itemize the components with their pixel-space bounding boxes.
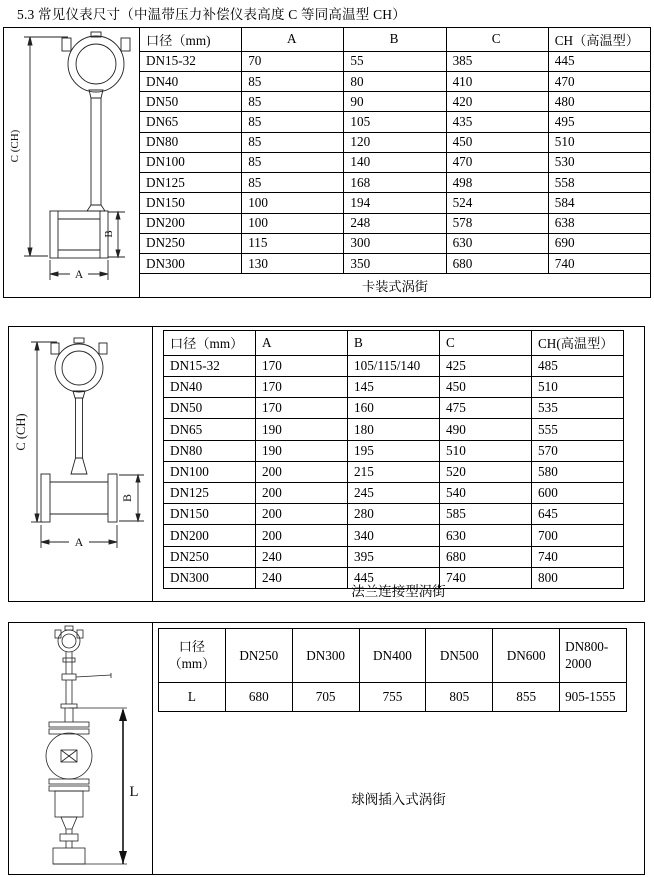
- column-header: C: [446, 28, 548, 52]
- table-cell: 385: [446, 51, 548, 71]
- column-header: DN300: [292, 629, 359, 683]
- table-cell: 105/115/140: [348, 355, 440, 376]
- table-cell: 680: [446, 253, 548, 273]
- table-cell: 490: [440, 419, 532, 440]
- table-cell: DN125: [164, 483, 256, 504]
- table-cell: 200: [256, 504, 348, 525]
- table-cell: 755: [359, 682, 426, 711]
- table-cell: 195: [348, 440, 440, 461]
- table-cell: 700: [532, 525, 624, 546]
- table-cell: 245: [348, 483, 440, 504]
- table-cell: 168: [344, 173, 446, 193]
- table-cell: 170: [256, 377, 348, 398]
- table-row: [140, 233, 651, 253]
- table-cell: 510: [532, 377, 624, 398]
- table-cell: 240: [256, 546, 348, 567]
- column-header: CH（高温型）: [548, 28, 650, 52]
- table-cell: 524: [446, 193, 548, 213]
- table-cell: 160: [348, 398, 440, 419]
- clamp-meter-diagram: [4, 28, 139, 297]
- dim-label-b: B: [120, 493, 134, 503]
- table-cell: 130: [242, 253, 344, 273]
- header-row: [164, 331, 624, 356]
- table-cell: 105: [344, 112, 446, 132]
- table-cell: DN80: [164, 440, 256, 461]
- column-header: DN400: [359, 629, 426, 683]
- table-cell: 190: [256, 440, 348, 461]
- table-cell: DN65: [164, 419, 256, 440]
- table-cell: 194: [344, 193, 446, 213]
- column-header: 口径（mm）: [164, 331, 256, 356]
- section-flange-type: [8, 326, 645, 602]
- table-cell: 630: [446, 233, 548, 253]
- table-row: [140, 213, 651, 233]
- table-cell: DN200: [164, 525, 256, 546]
- clamp-dimensions-table: [139, 27, 651, 298]
- table-row: [164, 377, 624, 398]
- table-cell: 498: [446, 173, 548, 193]
- table-cell: 140: [344, 152, 446, 172]
- table-cell: 215: [348, 461, 440, 482]
- table-cell: DN100: [140, 152, 242, 172]
- dim-label-a: A: [74, 535, 84, 549]
- column-header: A: [256, 331, 348, 356]
- table-row: [140, 193, 651, 213]
- table-cell: 520: [440, 461, 532, 482]
- flange-meter-drawing: [9, 327, 153, 601]
- insertion-meter-drawing: [9, 623, 153, 874]
- table-cell: 248: [344, 213, 446, 233]
- table-footer-row: [140, 274, 651, 298]
- table-footer-label: 卡装式涡街: [140, 274, 651, 298]
- table-cell: 200: [256, 483, 348, 504]
- table-row: [164, 419, 624, 440]
- clamp-meter-drawing: [4, 28, 139, 297]
- table-cell: 535: [532, 398, 624, 419]
- table-row: [164, 546, 624, 567]
- table-cell: 85: [242, 132, 344, 152]
- table-cell: 645: [532, 504, 624, 525]
- table-cell: 705: [292, 682, 359, 711]
- table-cell: 445: [548, 51, 650, 71]
- table-cell: DN150: [140, 193, 242, 213]
- table-cell: 485: [532, 355, 624, 376]
- table-row: [140, 51, 651, 71]
- table-cell: 90: [344, 92, 446, 112]
- column-header: DN600: [493, 629, 560, 683]
- table-cell: 630: [440, 525, 532, 546]
- dim-label-c: C (CH): [14, 413, 28, 451]
- table-cell: DN40: [164, 377, 256, 398]
- table-cell: 580: [532, 461, 624, 482]
- table-cell: 70: [242, 51, 344, 71]
- insertion-dimensions-table: [158, 628, 627, 712]
- table-row: [140, 152, 651, 172]
- column-header: C: [440, 331, 532, 356]
- table-cell: 85: [242, 92, 344, 112]
- table-cell: 170: [256, 355, 348, 376]
- column-header: B: [344, 28, 446, 52]
- table-cell: 450: [440, 377, 532, 398]
- table-row: [164, 440, 624, 461]
- table-cell: 578: [446, 213, 548, 233]
- table-cell: 300: [344, 233, 446, 253]
- table-cell: 480: [548, 92, 650, 112]
- table-cell: 805: [426, 682, 493, 711]
- table-cell: 540: [440, 483, 532, 504]
- table-cell: 100: [242, 213, 344, 233]
- table-cell: 120: [344, 132, 446, 152]
- table-cell: 100: [242, 193, 344, 213]
- table-cell: DN250: [164, 546, 256, 567]
- table-cell: 680: [440, 546, 532, 567]
- table-cell: DN300: [140, 253, 242, 273]
- table-cell: 395: [348, 546, 440, 567]
- column-header: 口径（mm): [140, 28, 242, 52]
- table-cell: 584: [548, 193, 650, 213]
- table-cell: 240: [256, 567, 348, 588]
- table-cell: 555: [532, 419, 624, 440]
- table-cell: DN15-32: [140, 51, 242, 71]
- table-cell: DN50: [164, 398, 256, 419]
- table-cell: 740: [532, 546, 624, 567]
- dim-label-l: L: [129, 784, 139, 800]
- table-cell: 855: [493, 682, 560, 711]
- table-cell: DN125: [140, 173, 242, 193]
- flange-meter-diagram: [9, 327, 152, 601]
- table-cell: 85: [242, 173, 344, 193]
- table-cell: 445: [348, 567, 440, 588]
- section-footer-label: 球阀插入式涡街: [351, 792, 446, 807]
- table-cell: DN200: [140, 213, 242, 233]
- column-header: A: [242, 28, 344, 52]
- table-cell: 905-1555: [560, 682, 627, 711]
- flange-dimensions-table: [163, 330, 624, 589]
- table-cell: 740: [548, 253, 650, 273]
- table-cell: 585: [440, 504, 532, 525]
- table-cell: DN40: [140, 72, 242, 92]
- table-cell: 85: [242, 72, 344, 92]
- table-cell: 800: [532, 567, 624, 588]
- table-row: [164, 525, 624, 546]
- table-row: [140, 72, 651, 92]
- table-cell: DN100: [164, 461, 256, 482]
- header-row: [140, 28, 651, 52]
- dim-label-a: A: [74, 269, 84, 281]
- table-row: [164, 461, 624, 482]
- page-title: 5.3 常见仪表尺寸（中温带压力补偿仪表高度 C 等同高温型 CH）: [17, 7, 406, 22]
- table-cell: 530: [548, 152, 650, 172]
- table-cell: 570: [532, 440, 624, 461]
- table-cell: 170: [256, 398, 348, 419]
- table-cell: 180: [348, 419, 440, 440]
- column-header: 口径（mm）: [159, 629, 226, 683]
- section-insertion-type: [8, 622, 645, 875]
- table-cell: 470: [446, 152, 548, 172]
- column-header: DN250: [225, 629, 292, 683]
- table-cell: DN150: [164, 504, 256, 525]
- table-cell: DN65: [140, 112, 242, 132]
- column-header: DN800-2000: [560, 629, 627, 683]
- table-row: [140, 112, 651, 132]
- table-cell: 190: [256, 419, 348, 440]
- dim-label-c: C (CH): [9, 129, 21, 163]
- dim-label-b: B: [103, 230, 115, 238]
- table-cell: DN80: [140, 132, 242, 152]
- table-cell: 638: [548, 213, 650, 233]
- column-header: DN500: [426, 629, 493, 683]
- table-cell: 435: [446, 112, 548, 132]
- header-row: [159, 629, 627, 683]
- table-row: [164, 483, 624, 504]
- section-footer-label: 法兰连接型涡街: [351, 584, 446, 599]
- table-cell: 410: [446, 72, 548, 92]
- table-cell: 600: [532, 483, 624, 504]
- table-cell: DN50: [140, 92, 242, 112]
- table-row: [140, 132, 651, 152]
- section-clamp-type: [3, 27, 651, 298]
- table-cell: 280: [348, 504, 440, 525]
- table-cell: 510: [440, 440, 532, 461]
- table-cell: 115: [242, 233, 344, 253]
- table-cell: 510: [548, 132, 650, 152]
- table-cell: 145: [348, 377, 440, 398]
- table-row: [159, 682, 627, 711]
- table-cell: 558: [548, 173, 650, 193]
- column-header: B: [348, 331, 440, 356]
- insertion-meter-diagram: [9, 623, 152, 874]
- table-row: [140, 173, 651, 193]
- table-row: [140, 92, 651, 112]
- table-cell: 495: [548, 112, 650, 132]
- table-row: [140, 253, 651, 273]
- table-cell: DN250: [140, 233, 242, 253]
- table-cell: 740: [440, 567, 532, 588]
- table-row: [164, 504, 624, 525]
- table-cell: 340: [348, 525, 440, 546]
- table-cell: DN300: [164, 567, 256, 588]
- table-cell: L: [159, 682, 226, 711]
- table-cell: 350: [344, 253, 446, 273]
- table-cell: 200: [256, 461, 348, 482]
- table-cell: 425: [440, 355, 532, 376]
- table-cell: 470: [548, 72, 650, 92]
- table-cell: 85: [242, 152, 344, 172]
- table-cell: 690: [548, 233, 650, 253]
- table-cell: 200: [256, 525, 348, 546]
- table-cell: 55: [344, 51, 446, 71]
- table-cell: 85: [242, 112, 344, 132]
- column-header: CH(高温型）: [532, 331, 624, 356]
- table-cell: 475: [440, 398, 532, 419]
- table-cell: 680: [225, 682, 292, 711]
- table-cell: 450: [446, 132, 548, 152]
- table-row: [164, 398, 624, 419]
- table-cell: 80: [344, 72, 446, 92]
- table-row: [164, 355, 624, 376]
- table-cell: 420: [446, 92, 548, 112]
- table-cell: DN15-32: [164, 355, 256, 376]
